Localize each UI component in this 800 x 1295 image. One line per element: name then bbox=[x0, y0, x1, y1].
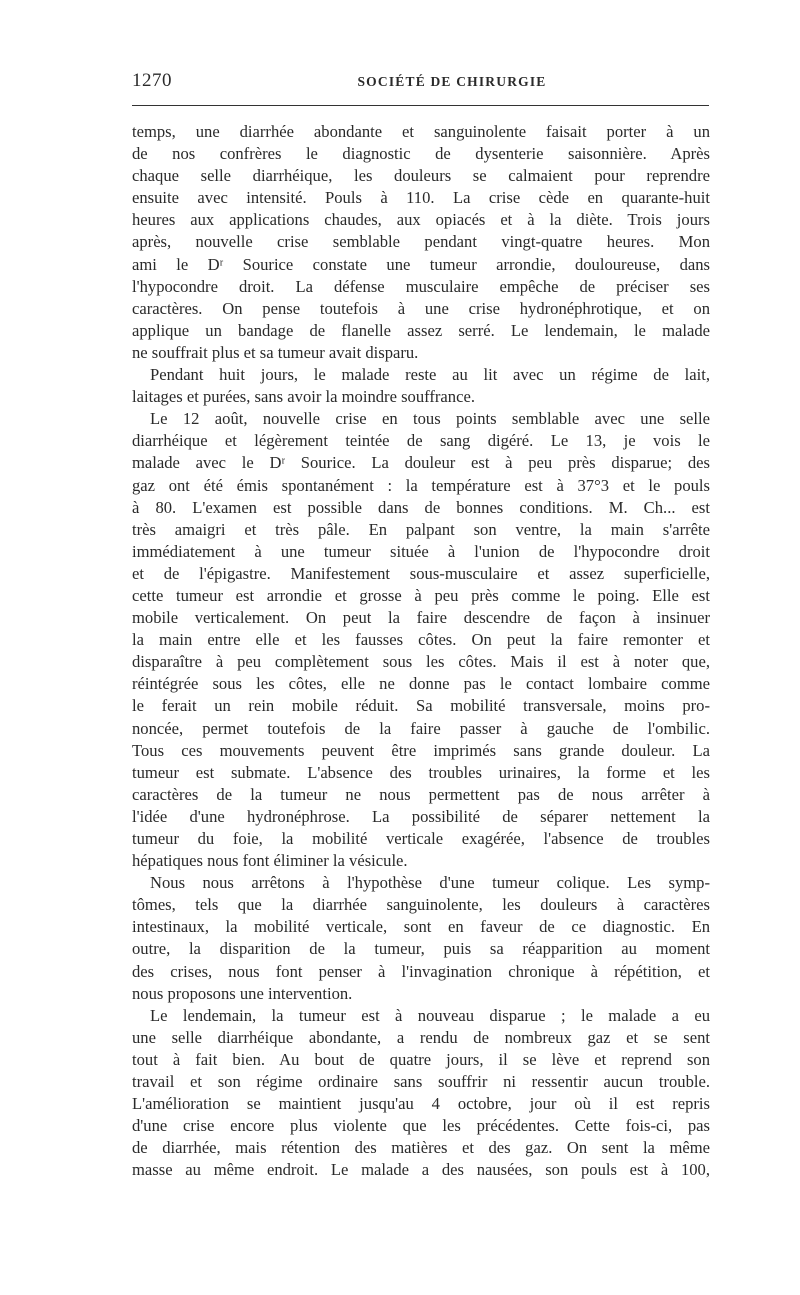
text-line: tumeur du foie, la mobilité verticale exagérée, l'absence de troubles bbox=[132, 829, 710, 848]
text-line: ensuite avec intensité. Pouls à 110. La crise cède en quarante-huit bbox=[132, 188, 710, 208]
text-line: la main entre elle et les fausses côtes. On peut la faire remonter et bbox=[132, 630, 710, 650]
journal-title: SOCIÉTÉ DE CHIRURGIE bbox=[357, 74, 547, 89]
paragraph-start-line: Nous nous arrêtons à l'hypothèse d'une tumeur colique. Les symp- bbox=[150, 873, 710, 893]
text-line: ne souffrait plus et sa tumeur avait disparu. bbox=[132, 342, 419, 362]
text-line: caractères de la tumeur ne nous permettent pas de nous arrêter à bbox=[132, 784, 710, 804]
text-line: très amaigri et très pâle. En palpant son ventre, la main s'arrête bbox=[132, 519, 710, 539]
body-text bbox=[132, 121, 710, 1182]
text-line: tout à fait bien. Au bout de quatre jours, il se lève et reprend son bbox=[132, 1049, 710, 1069]
text-line: Tous ces mouvements peuvent être imprimés sans grande douleur. La bbox=[132, 740, 710, 760]
text-line: diarrhéique et légèrement teintée de sang digéré. Le 13, je vois le bbox=[132, 431, 710, 451]
text-line: cette tumeur est arrondie et grosse à peu près comme le poing. Elle est bbox=[132, 585, 710, 605]
text-line: de diarrhée, mais rétention des matières et des gaz. On sent la même bbox=[132, 1138, 710, 1158]
text-line: de nos confrères le diagnostic de dysenterie saisonnière. Après bbox=[132, 144, 710, 164]
text-line: tumeur est submate. L'absence des troubles urinaires, la forme et les bbox=[132, 762, 710, 782]
text-line: noncée, permet toutefois de la faire passer à gauche de l'ombilic. bbox=[132, 718, 710, 738]
text-line: immédiatement à une tumeur située à l'union de l'hypocondre droit bbox=[132, 541, 710, 561]
text-line: chaque selle diarrhéique, les douleurs se calmaient pour reprendre bbox=[132, 166, 710, 186]
text-line: disparaître à peu complètement sous les côtes. Mais il est à noter que, bbox=[132, 652, 710, 672]
text-line: des crises, nous font penser à l'invagination chronique à répétition, et bbox=[132, 961, 710, 981]
header-rule bbox=[132, 105, 709, 106]
text-line: le ferait un rein mobile réduit. Sa mobilité transversale, moins pro- bbox=[132, 696, 710, 716]
text-line: L'amélioration se maintient jusqu'au 4 octobre, jour où il est repris bbox=[132, 1094, 710, 1114]
text-line: ami le Dʳ Sourice constate une tumeur arrondie, douloureuse, dans bbox=[132, 254, 710, 274]
page-number: 1270 bbox=[132, 70, 172, 91]
text-line: laitages et purées, sans avoir la moindre souffrance. bbox=[132, 387, 475, 407]
text-line: malade avec le Dʳ Sourice. La douleur est à peu près disparue; des bbox=[132, 453, 710, 473]
paragraph-start-line: Le 12 août, nouvelle crise en tous points semblable avec une selle bbox=[150, 409, 710, 429]
text-line: d'une crise encore plus violente que les précédentes. Cette fois-ci, pas bbox=[132, 1116, 710, 1136]
text-line: hépatiques nous font éliminer la vésicule. bbox=[132, 851, 408, 871]
text-line: après, nouvelle crise semblable pendant vingt-quatre heures. Mon bbox=[132, 232, 710, 252]
text-line: réintégrée sous les côtes, elle ne donne pas le contact lombaire comme bbox=[132, 674, 710, 694]
running-head bbox=[132, 70, 712, 100]
text-line: nous proposons une intervention. bbox=[132, 983, 353, 1003]
text-line: travail et son régime ordinaire sans souffrir ni ressentir aucun trouble. bbox=[132, 1072, 710, 1092]
text-line: gaz ont été émis spontanément : la température est à 37°3 et le pouls bbox=[132, 475, 710, 495]
text-line: mobile verticalement. On peut la faire descendre de façon à insinuer bbox=[132, 608, 710, 628]
text-line: caractères. On pense toutefois à une crise hydronéphrotique, et on bbox=[132, 298, 710, 318]
text-line: heures aux applications chaudes, aux opiacés et à la diète. Trois jours bbox=[132, 210, 710, 230]
text-line: l'idée d'une hydronéphrose. La possibilité de séparer nettement la bbox=[132, 806, 710, 826]
paragraph-start-line: Pendant huit jours, le malade reste au lit avec un régime de lait, bbox=[150, 365, 710, 385]
text-line: une selle diarrhéique abondante, a rendu de nombreux gaz et se sent bbox=[132, 1027, 710, 1047]
text-line: masse au même endroit. Le malade a des nausées, son pouls est à 100, bbox=[132, 1160, 710, 1180]
paragraph-start-line: Le lendemain, la tumeur est à nouveau disparue ; le malade a eu bbox=[150, 1005, 710, 1025]
text-line: intestinaux, la mobilité verticale, sont en faveur de ce diagnostic. En bbox=[132, 917, 710, 937]
text-line: tômes, tels que la diarrhée sanguinolente, les douleurs à caractères bbox=[132, 895, 710, 915]
text-line: à 80. L'examen est possible dans de bonnes conditions. M. Ch... est bbox=[132, 497, 710, 517]
text-line: applique un bandage de flanelle assez serré. Le lendemain, le malade bbox=[132, 320, 710, 340]
text-line: outre, la disparition de la tumeur, puis sa réapparition au moment bbox=[132, 939, 710, 959]
text-line: l'hypocondre droit. La défense musculaire empêche de préciser ses bbox=[132, 276, 710, 296]
text-line: et de l'épigastre. Manifestement sous-musculaire et assez superficielle, bbox=[132, 563, 710, 583]
text-line: temps, une diarrhée abondante et sanguinolente faisait porter à un bbox=[132, 122, 710, 141]
